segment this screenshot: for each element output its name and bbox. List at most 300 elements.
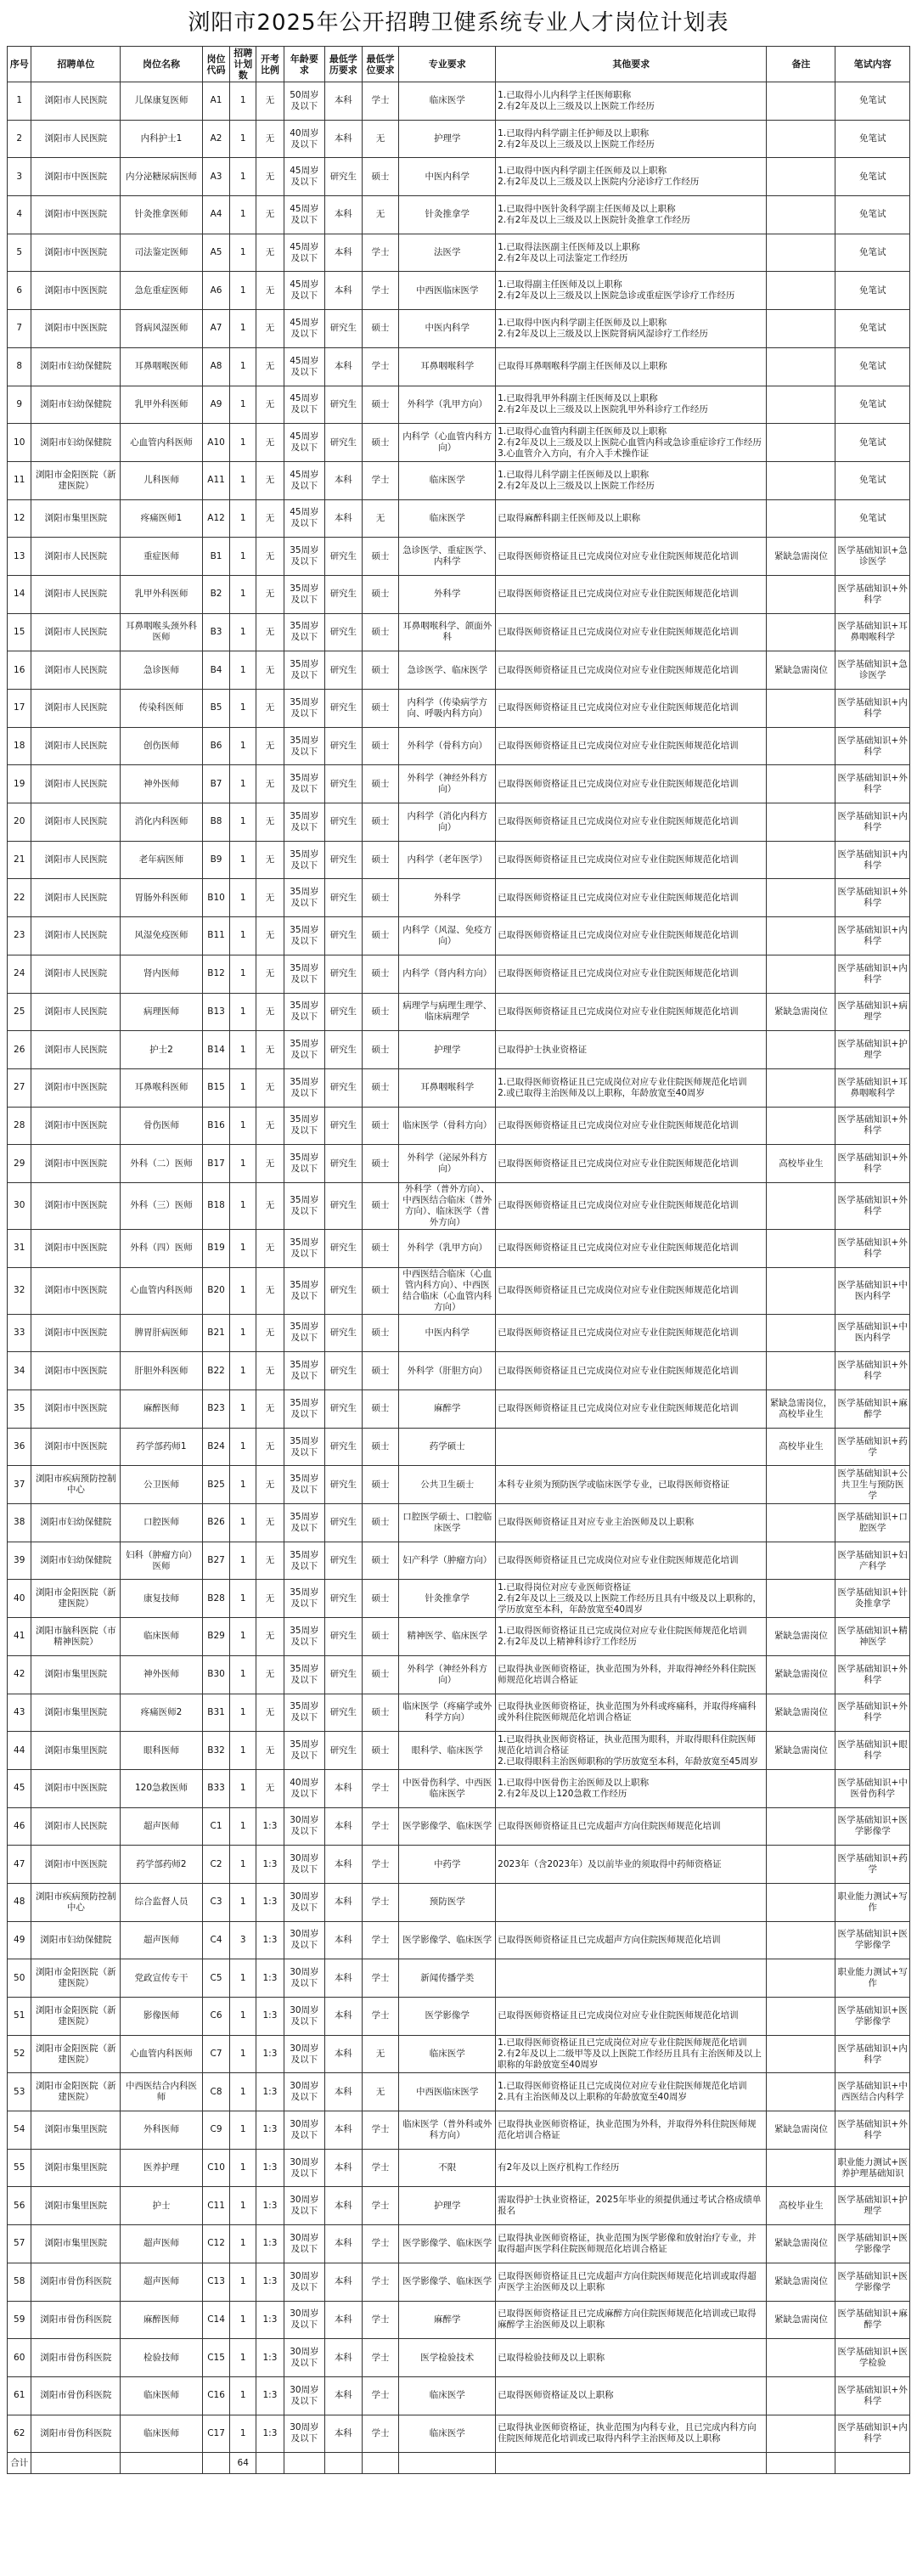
- cell-age: 35周岁及以下: [284, 1694, 324, 1732]
- cell-employer: 浏阳市中医医院: [31, 1107, 121, 1145]
- cell-serial: 8: [8, 347, 31, 386]
- cell-education: 本科: [324, 2225, 362, 2263]
- cell-written-exam: 医学基础知识+眼科学: [835, 1732, 910, 1770]
- cell-position: 公卫医师: [121, 1466, 202, 1504]
- table-row: [8, 2111, 910, 2150]
- cell-serial: 54: [8, 2111, 31, 2150]
- cell-code: C8: [202, 2073, 230, 2111]
- cell-education: 研究生: [324, 841, 362, 879]
- cell-major: 临床医学: [399, 2415, 496, 2453]
- cell-degree: 硕士: [362, 879, 399, 917]
- cell-other-requirements: 1.已取得乳甲外科副主任医师及以上职称 2.有2年及以上三级及以上医院乳甲外科诊疗工作经历: [496, 386, 767, 424]
- cell-other-requirements: 1.已取得儿科学副主任医师及以上职称 2.有2年及以上三级及以上医院工作经历: [496, 461, 767, 499]
- cell-serial: 22: [8, 879, 31, 917]
- cell-plan-count: 1: [230, 347, 256, 386]
- cell-degree: 硕士: [362, 955, 399, 993]
- cell-serial: 48: [8, 1883, 31, 1921]
- cell-exam-ratio: 1:3: [256, 1998, 284, 2036]
- cell-other-requirements: 已取得医师资格证且已完成岗位对应专业住院医师规范化培训: [496, 538, 767, 576]
- cell-major: 耳鼻咽喉科学、颌面外科: [399, 613, 496, 651]
- cell-degree: 学士: [362, 234, 399, 272]
- cell-written-exam: 医学基础知识+耳鼻咽喉科学: [835, 613, 910, 651]
- cell-plan-count: 1: [230, 1998, 256, 2036]
- table-row: [8, 2415, 910, 2453]
- cell-exam-ratio: 1:3: [256, 1921, 284, 1959]
- column-header-code: 岗位代码: [202, 47, 230, 82]
- cell-major: 医学影像学、临床医学: [399, 2225, 496, 2263]
- table-row: [8, 1959, 910, 1998]
- cell-major: 临床医学（骨科方向）: [399, 1107, 496, 1145]
- cell-serial: 27: [8, 1068, 31, 1107]
- cell-serial: 52: [8, 2035, 31, 2073]
- cell-exam-ratio: 无: [256, 386, 284, 424]
- cell-position: 检验技师: [121, 2339, 202, 2377]
- cell-position: 神外医师: [121, 765, 202, 803]
- table-row: [8, 727, 910, 765]
- cell-major: 内科学（老年医学）: [399, 841, 496, 879]
- cell-other-requirements: 已取得医师资格证且已完成岗位对应专业住院医师规范化培训: [496, 1390, 767, 1429]
- cell-education: 本科: [324, 1883, 362, 1921]
- cell-employer: 浏阳市骨伤科医院: [31, 2415, 121, 2453]
- cell-remark: [767, 158, 835, 196]
- table-row: [8, 1390, 910, 1429]
- cell-plan-count: 1: [230, 272, 256, 310]
- cell-employer: 浏阳市中医医院: [31, 158, 121, 196]
- cell-position: 风湿免疫医师: [121, 917, 202, 955]
- cell-position: 药学部药师2: [121, 1846, 202, 1884]
- cell-employer: 浏阳市人民医院: [31, 993, 121, 1031]
- cell-employer: 浏阳市中医医院: [31, 1229, 121, 1267]
- cell-position: 护士2: [121, 1031, 202, 1069]
- table-row: [8, 651, 910, 690]
- cell-position: 外科医师: [121, 2111, 202, 2150]
- cell-code: A8: [202, 347, 230, 386]
- cell-remark: 紧缺急需岗位: [767, 1618, 835, 1656]
- cell-degree: 硕士: [362, 575, 399, 613]
- cell-major: 外科学（神经外科方向）: [399, 1655, 496, 1694]
- cell-written-exam: 医学基础知识+药学: [835, 1846, 910, 1884]
- cell-education: 研究生: [324, 765, 362, 803]
- cell-serial: 61: [8, 2376, 31, 2415]
- cell-degree: 硕士: [362, 1267, 399, 1314]
- cell-degree: 硕士: [362, 1580, 399, 1618]
- cell-exam-ratio: 无: [256, 917, 284, 955]
- cell-code: C9: [202, 2111, 230, 2150]
- cell-major: 针灸推拿学: [399, 1580, 496, 1618]
- cell-position: 肝胆外科医师: [121, 1352, 202, 1390]
- cell-serial: 14: [8, 575, 31, 613]
- cell-code: A7: [202, 310, 230, 348]
- cell-employer: 浏阳市中医医院: [31, 1267, 121, 1314]
- cell-position: 综合监督人员: [121, 1883, 202, 1921]
- cell-degree: 无: [362, 499, 399, 538]
- cell-code: B29: [202, 1618, 230, 1656]
- cell-degree: 学士: [362, 1769, 399, 1807]
- cell-plan-count: 1: [230, 575, 256, 613]
- table-row: [8, 993, 910, 1031]
- cell-exam-ratio: 无: [256, 461, 284, 499]
- cell-remark: [767, 1031, 835, 1069]
- cell-employer: 浏阳市金阳医院（新建医院）: [31, 1580, 121, 1618]
- cell-plan-count: 1: [230, 499, 256, 538]
- cell-age: 45周岁及以下: [284, 461, 324, 499]
- cell-exam-ratio: 无: [256, 1267, 284, 1314]
- table-row: [8, 196, 910, 234]
- cell-code: C6: [202, 1998, 230, 2036]
- cell-age: 35周岁及以下: [284, 690, 324, 728]
- cell-code: A12: [202, 499, 230, 538]
- cell-employer: 浏阳市中医医院: [31, 234, 121, 272]
- table-row: [8, 82, 910, 121]
- cell-exam-ratio: 1:3: [256, 2339, 284, 2377]
- cell-remark: [767, 879, 835, 917]
- cell-employer: 浏阳市人民医院: [31, 841, 121, 879]
- cell-code: B12: [202, 955, 230, 993]
- page-title: 浏阳市2025年公开招聘卫健系统专业人才岗位计划表: [188, 10, 729, 36]
- cell-other-requirements: 1.已取得执业医师资格证，执业范围为眼科，并取得眼科住院医师规范化培训合格证 2.已取得眼科主治医师职称的学历放宽至本科，年龄放宽至45周岁: [496, 1732, 767, 1770]
- cell-employer: 浏阳市人民医院: [31, 120, 121, 158]
- cell-remark: [767, 499, 835, 538]
- cell-age: 35周岁及以下: [284, 1580, 324, 1618]
- cell-plan-count: 1: [230, 538, 256, 576]
- cell-serial: 39: [8, 1542, 31, 1580]
- cell-education: 研究生: [324, 1504, 362, 1542]
- cell-education: 研究生: [324, 1229, 362, 1267]
- cell-degree: 学士: [362, 2263, 399, 2301]
- cell-degree: 硕士: [362, 1694, 399, 1732]
- cell-degree: 学士: [362, 2376, 399, 2415]
- cell-employer: 浏阳市集里医院: [31, 2149, 121, 2187]
- cell-degree: 硕士: [362, 803, 399, 842]
- cell-remark: 紧缺急需岗位: [767, 651, 835, 690]
- cell-education: 本科: [324, 2301, 362, 2339]
- cell-major: 内科学（心血管内科方向）: [399, 424, 496, 462]
- cell-plan-count: 1: [230, 727, 256, 765]
- cell-code: B9: [202, 841, 230, 879]
- cell-education: 本科: [324, 1959, 362, 1998]
- cell-written-exam: 医学基础知识+内科学: [835, 841, 910, 879]
- cell-other-requirements: 1.已取得小儿内科学主任医师职称 2.有2年及以上三级及以上医院工作经历: [496, 82, 767, 121]
- cell-major: 外科学（普外方向）、中西医结合临床（普外方向）、临床医学（普外方向）: [399, 1182, 496, 1229]
- cell-other-requirements: 已取得医师资格证且已完成岗位对应专业住院医师规范化培训: [496, 1542, 767, 1580]
- cell-employer: 浏阳市中医医院: [31, 1314, 121, 1352]
- cell-other-requirements: 已取得医师资格证且已完成岗位对应专业住院医师规范化培训: [496, 1107, 767, 1145]
- cell-code: C12: [202, 2225, 230, 2263]
- cell-other-requirements: 已取得医师资格证且已完成岗位对应专业住院医师规范化培训: [496, 575, 767, 613]
- cell-exam-ratio: 无: [256, 1466, 284, 1504]
- cell-degree: 学士: [362, 1998, 399, 2036]
- cell-exam-ratio: 无: [256, 765, 284, 803]
- cell-employer: 浏阳市集里医院: [31, 2111, 121, 2150]
- cell-major: 中西医临床医学: [399, 272, 496, 310]
- cell-remark: 紧缺急需岗位: [767, 1655, 835, 1694]
- cell-education: 研究生: [324, 1182, 362, 1229]
- cell-written-exam: 医学基础知识+针灸推拿学: [835, 1580, 910, 1618]
- cell-age: 35周岁及以下: [284, 1107, 324, 1145]
- cell-plan-count: 1: [230, 1182, 256, 1229]
- cell-education: 本科: [324, 120, 362, 158]
- cell-code: B16: [202, 1107, 230, 1145]
- cell-position: 儿保康复医师: [121, 82, 202, 121]
- cell-remark: [767, 1068, 835, 1107]
- cell-age: 35周岁及以下: [284, 1618, 324, 1656]
- cell-age: 35周岁及以下: [284, 1267, 324, 1314]
- cell-written-exam: 医学基础知识+外科学: [835, 2376, 910, 2415]
- cell-written-exam: 医学基础知识+急诊医学: [835, 651, 910, 690]
- cell-major: 中药学: [399, 1846, 496, 1884]
- cell-written-exam: 免笔试: [835, 347, 910, 386]
- cell-education: 研究生: [324, 1694, 362, 1732]
- cell-serial: 58: [8, 2263, 31, 2301]
- cell-employer: 浏阳市金阳医院（新建医院）: [31, 2073, 121, 2111]
- cell-other-requirements: 已取得医师资格证且已完成岗位对应专业住院医师规范化培训: [496, 1145, 767, 1183]
- cell-major: 外科学（泌尿外科方向）: [399, 1145, 496, 1183]
- cell-position: 脾胃肝病医师: [121, 1314, 202, 1352]
- cell-remark: [767, 196, 835, 234]
- cell-written-exam: 医学基础知识+外科学: [835, 1107, 910, 1145]
- column-header-serial: 序号: [8, 47, 31, 82]
- cell-position: 麻醉医师: [121, 1390, 202, 1429]
- cell-age: 35周岁及以下: [284, 1655, 324, 1694]
- cell-position: 耳鼻咽喉医师: [121, 347, 202, 386]
- cell-exam-ratio: 无: [256, 120, 284, 158]
- cell-degree: 学士: [362, 1807, 399, 1846]
- total-row: [8, 2453, 910, 2474]
- table-row: [8, 1769, 910, 1807]
- cell-plan-count: 1: [230, 1352, 256, 1390]
- cell-written-exam: 医学基础知识+医学检验: [835, 2339, 910, 2377]
- table-row: [8, 538, 910, 576]
- cell-other-requirements: [496, 1959, 767, 1998]
- table-row: [8, 386, 910, 424]
- cell-position: 内分泌糖尿病医师: [121, 158, 202, 196]
- cell-plan-count: 1: [230, 120, 256, 158]
- cell-plan-count: 1: [230, 2339, 256, 2377]
- cell-remark: [767, 1998, 835, 2036]
- cell-remark: [767, 1267, 835, 1314]
- cell-remark: [767, 1807, 835, 1846]
- table-row: [8, 1921, 910, 1959]
- cell-exam-ratio: 1:3: [256, 1883, 284, 1921]
- cell-exam-ratio: 无: [256, 879, 284, 917]
- table-row: [8, 803, 910, 842]
- cell-major: 中医内科学: [399, 158, 496, 196]
- cell-serial: 59: [8, 2301, 31, 2339]
- cell-employer: 浏阳市疾病预防控制中心: [31, 1466, 121, 1504]
- table-row: [8, 2263, 910, 2301]
- table-row: [8, 1504, 910, 1542]
- cell-written-exam: 免笔试: [835, 386, 910, 424]
- cell-other-requirements: 1.已取得医师资格证且已完成岗位对应专业住院医师规范化培训 2.或已取得主治医师及以上职称，年龄放宽至40周岁: [496, 1068, 767, 1107]
- cell-serial: 62: [8, 2415, 31, 2453]
- cell-education: 本科: [324, 2339, 362, 2377]
- cell-major: 中医内科学: [399, 1314, 496, 1352]
- cell-age: 35周岁及以下: [284, 955, 324, 993]
- cell-age: 30周岁及以下: [284, 2301, 324, 2339]
- cell-written-exam: 医学基础知识+内科学: [835, 2035, 910, 2073]
- cell-degree: 无: [362, 120, 399, 158]
- cell-education: 研究生: [324, 1390, 362, 1429]
- cell-education: 研究生: [324, 1031, 362, 1069]
- column-header-education: 最低学历要求: [324, 47, 362, 82]
- cell-age: 35周岁及以下: [284, 575, 324, 613]
- cell-position: 耳鼻喉科医师: [121, 1068, 202, 1107]
- cell-serial: 18: [8, 727, 31, 765]
- cell-written-exam: 免笔试: [835, 461, 910, 499]
- cell-exam-ratio: 无: [256, 1655, 284, 1694]
- cell-age: 35周岁及以下: [284, 1314, 324, 1352]
- cell-written-exam: 医学基础知识+医学影像学: [835, 1921, 910, 1959]
- cell-major: 临床医学: [399, 461, 496, 499]
- cell-exam-ratio: 无: [256, 310, 284, 348]
- cell-position: 心血管内科医师: [121, 1267, 202, 1314]
- cell-position: 病理医师: [121, 993, 202, 1031]
- cell-major: 针灸推拿学: [399, 196, 496, 234]
- cell-other-requirements: 1.已取得医师资格证且已完成岗位对应专业住院医师规范化培训 2.有2年及以上精神科诊疗工作经历: [496, 1618, 767, 1656]
- cell-written-exam: 医学基础知识+中医内科学: [835, 1267, 910, 1314]
- cell-plan-count: 1: [230, 2415, 256, 2453]
- cell-age: 35周岁及以下: [284, 1352, 324, 1390]
- cell-remark: [767, 2339, 835, 2377]
- cell-education: 本科: [324, 2111, 362, 2150]
- cell-plan-count: 1: [230, 879, 256, 917]
- cell-other-requirements: 已取得耳鼻咽喉科学副主任医师及以上职称: [496, 347, 767, 386]
- cell-employer: 浏阳市人民医院: [31, 575, 121, 613]
- cell-employer: 浏阳市人民医院: [31, 955, 121, 993]
- cell-major: 妇产科学（肿瘤方向）: [399, 1542, 496, 1580]
- cell-employer: 浏阳市骨伤科医院: [31, 2339, 121, 2377]
- cell-exam-ratio: 无: [256, 538, 284, 576]
- cell-degree: 硕士: [362, 1542, 399, 1580]
- cell-other-requirements: 已取得执业医师资格证，执业范围为外科或疼痛科，并取得疼痛科或外科住院医师规范化培训合格证: [496, 1694, 767, 1732]
- cell-plan-count: 1: [230, 1542, 256, 1580]
- cell-major: 急诊医学、临床医学: [399, 651, 496, 690]
- cell-degree: 硕士: [362, 1352, 399, 1390]
- cell-education: 研究生: [324, 1068, 362, 1107]
- cell-other-requirements: 已取得医师资格证且已完成岗位对应专业住院医师规范化培训: [496, 955, 767, 993]
- cell-employer: 浏阳市妇幼保健院: [31, 347, 121, 386]
- cell-code: C13: [202, 2263, 230, 2301]
- cell-serial: 19: [8, 765, 31, 803]
- cell-employer: 浏阳市骨伤科医院: [31, 2263, 121, 2301]
- cell-exam-ratio: 无: [256, 424, 284, 462]
- cell-employer: 浏阳市金阳医院（新建医院）: [31, 1998, 121, 2036]
- cell-written-exam: 医学基础知识+内科学: [835, 2415, 910, 2453]
- cell-position: 急诊医师: [121, 651, 202, 690]
- cell-written-exam: 医学基础知识+麻醉学: [835, 1390, 910, 1429]
- cell-position: 药学部药师1: [121, 1428, 202, 1466]
- cell-major: 内科学（传染病学方向、呼吸内科方向）: [399, 690, 496, 728]
- cell-major: 医学影像学、临床医学: [399, 2263, 496, 2301]
- cell-age: 30周岁及以下: [284, 2263, 324, 2301]
- cell-major: 护理学: [399, 120, 496, 158]
- cell-remark: [767, 2073, 835, 2111]
- table-row: [8, 272, 910, 310]
- cell-age: 30周岁及以下: [284, 2415, 324, 2453]
- cell-major: 病理学与病理生理学、临床病理学: [399, 993, 496, 1031]
- cell-degree: 硕士: [362, 1732, 399, 1770]
- cell-degree: 硕士: [362, 613, 399, 651]
- cell-remark: [767, 1466, 835, 1504]
- cell-serial: 51: [8, 1998, 31, 2036]
- cell-code: B6: [202, 727, 230, 765]
- cell-plan-count: 1: [230, 765, 256, 803]
- cell-position: 妇科（肿瘤方向）医师: [121, 1542, 202, 1580]
- cell-employer: 浏阳市人民医院: [31, 651, 121, 690]
- cell-position: 急危重症医师: [121, 272, 202, 310]
- cell-degree: 硕士: [362, 1466, 399, 1504]
- cell-exam-ratio: 1:3: [256, 1807, 284, 1846]
- cell-position: 120急救医师: [121, 1769, 202, 1807]
- cell-other-requirements: 已取得医师资格证且已完成超声方向住院医师规范化培训或取得超声医学主治医师及以上职称: [496, 2263, 767, 2301]
- cell-serial: 4: [8, 196, 31, 234]
- cell-other-requirements: 已取得医师资格证且已完成岗位对应专业住院医师规范化培训: [496, 1314, 767, 1352]
- cell-code: C3: [202, 1883, 230, 1921]
- cell-serial: 28: [8, 1107, 31, 1145]
- cell-plan-count: 1: [230, 1428, 256, 1466]
- cell-other-requirements: 已取得医师资格证且已完成岗位对应专业住院医师规范化培训: [496, 727, 767, 765]
- cell-position: 疼痛医师2: [121, 1694, 202, 1732]
- cell-serial: 56: [8, 2187, 31, 2225]
- cell-remark: [767, 461, 835, 499]
- cell-major: 口腔医学硕士、口腔临床医学: [399, 1504, 496, 1542]
- cell-other-requirements: 已取得医师资格证且已完成岗位对应专业住院医师规范化培训: [496, 1267, 767, 1314]
- cell-serial: 21: [8, 841, 31, 879]
- cell-position: 重症医师: [121, 538, 202, 576]
- cell-plan-count: 1: [230, 2111, 256, 2150]
- cell-other-requirements: 已取得医师资格证且已完成岗位对应专业住院医师规范化培训: [496, 1229, 767, 1267]
- cell-exam-ratio: 无: [256, 690, 284, 728]
- cell-serial: 26: [8, 1031, 31, 1069]
- cell-age: 30周岁及以下: [284, 1959, 324, 1998]
- cell-written-exam: 医学基础知识+内科学: [835, 803, 910, 842]
- cell-written-exam: 医学基础知识+外科学: [835, 765, 910, 803]
- cell-employer: 浏阳市中医医院: [31, 1145, 121, 1183]
- cell-remark: [767, 1229, 835, 1267]
- cell-code: B10: [202, 879, 230, 917]
- cell-major: 内科学（消化内科方向）: [399, 803, 496, 842]
- cell-remark: [767, 765, 835, 803]
- cell-code: A3: [202, 158, 230, 196]
- cell-degree: 硕士: [362, 993, 399, 1031]
- cell-code: C11: [202, 2187, 230, 2225]
- table-row: [8, 158, 910, 196]
- cell-employer: 浏阳市人民医院: [31, 879, 121, 917]
- cell-exam-ratio: 无: [256, 1107, 284, 1145]
- table-row: [8, 879, 910, 917]
- table-body: [8, 82, 910, 2453]
- cell-age: 35周岁及以下: [284, 879, 324, 917]
- cell-remark: [767, 1883, 835, 1921]
- cell-education: 研究生: [324, 1466, 362, 1504]
- cell-major: 医学影像学: [399, 1998, 496, 2036]
- cell-exam-ratio: 无: [256, 82, 284, 121]
- cell-plan-count: 1: [230, 2263, 256, 2301]
- cell-written-exam: 医学基础知识+外科学: [835, 727, 910, 765]
- cell-written-exam: 医学基础知识+病理学: [835, 993, 910, 1031]
- cell-degree: 硕士: [362, 1504, 399, 1542]
- cell-remark: [767, 1921, 835, 1959]
- cell-employer: 浏阳市集里医院: [31, 1694, 121, 1732]
- cell-other-requirements: 已取得医师资格证且已完成岗位对应专业住院医师规范化培训: [496, 879, 767, 917]
- cell-other-requirements: 已取得医师资格证且已完成岗位对应专业住院医师规范化培训: [496, 1998, 767, 2036]
- cell-serial: 33: [8, 1314, 31, 1352]
- cell-age: 45周岁及以下: [284, 386, 324, 424]
- cell-age: 30周岁及以下: [284, 1998, 324, 2036]
- cell-remark: 紧缺急需岗位: [767, 2225, 835, 2263]
- cell-serial: 15: [8, 613, 31, 651]
- cell-plan-count: 1: [230, 2149, 256, 2187]
